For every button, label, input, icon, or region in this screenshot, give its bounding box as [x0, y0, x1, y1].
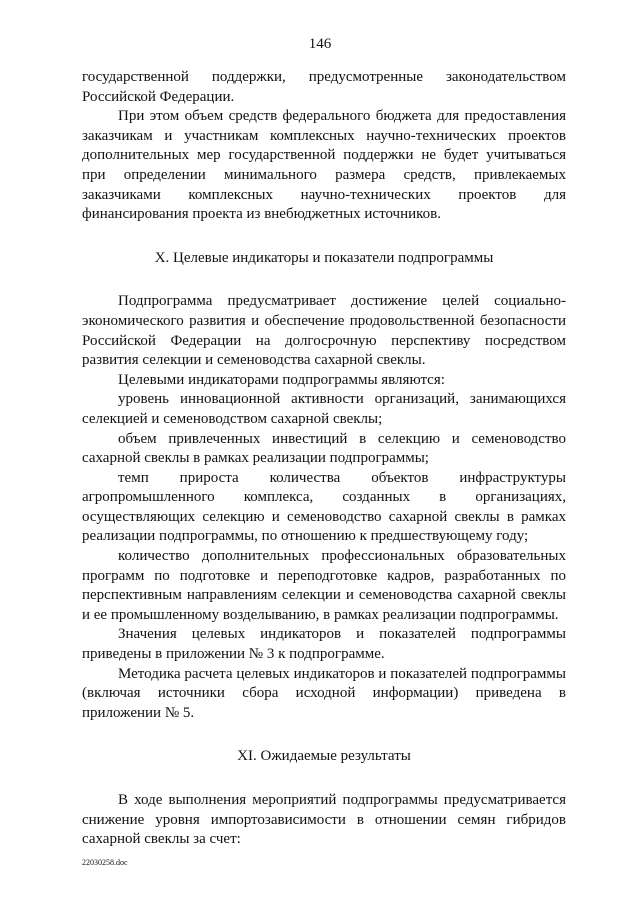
- indicator-innovation-activity: уровень инновационной активности организаций, занимающихся селекцией и семеноводством сахарной свеклы;: [82, 391, 566, 427]
- paragraph-indicator-values: Значения целевых индикаторов и показателей подпрограммы приведены в приложении № 3 к подпрограмме.: [82, 626, 566, 663]
- paragraph-budget-note: При этом объем средств федерального бюджета для предоставления заказчикам и участникам комплексных научно-технических проектов дополнительных мер государственной поддержки не будет учитываться при определении минимального размера средств, привлекаемых заказчиками комплексных научно-технических проектов для финансирования проекта из внебюджетных источников.: [82, 108, 566, 223]
- paragraph-subprogram-goals: Подпрограмма предусматривает достижение целей социально-экономического развития и обеспечение продовольственной безопасности Российской Федерации на долгосрочную перспективу посредством развития селекции и семеноводства сахарной свеклы.: [82, 293, 566, 369]
- section-heading-expected-results: XI. Ожидаемые результаты: [237, 748, 411, 765]
- indicator-education-programs: количество дополнительных профессиональных образовательных программ по подготовке и переподготовке кадров, разработанных по перспективным направлениям селекции и семеноводства сахарной свеклы и ее промышленному возделыванию, в рамках реализации подпрограммы.: [82, 548, 566, 623]
- document-body: [82, 68, 566, 850]
- paragraph-continuation: государственной поддержки, предусмотренные законодательством Российской Федерации.: [82, 69, 566, 105]
- paragraph-indicators-intro: Целевыми индикаторами подпрограммы являются:: [118, 371, 445, 388]
- section-heading-indicators: X. Целевые индикаторы и показатели подпрограммы: [154, 249, 494, 266]
- paragraph-methodology: Методика расчета целевых индикаторов и показателей подпрограммы (включая источники сбора исходной информации) приведена в приложении № 5.: [82, 665, 566, 721]
- page-number: 146: [308, 36, 332, 52]
- indicator-investment-volume: объем привлеченных инвестиций в селекцию и семеноводство сахарной свеклы в рамках реализации подпрограммы;: [82, 430, 566, 467]
- paragraph-expected-results: В ходе выполнения мероприятий подпрограммы предусматривается снижение уровня импортозависимости в отношении семян гибридов сахарной свеклы за счет:: [82, 792, 566, 848]
- footer-document-code: 22030258.doc: [82, 858, 128, 867]
- indicator-infrastructure-growth: темп прироста количества объектов инфраструктуры агропромышленного комплекса, созданных в организациях, осуществляющих селекцию и семеноводство сахарной свеклы в рамках реализации подпрограммы, по отношению к предшествующему году;: [82, 469, 566, 545]
